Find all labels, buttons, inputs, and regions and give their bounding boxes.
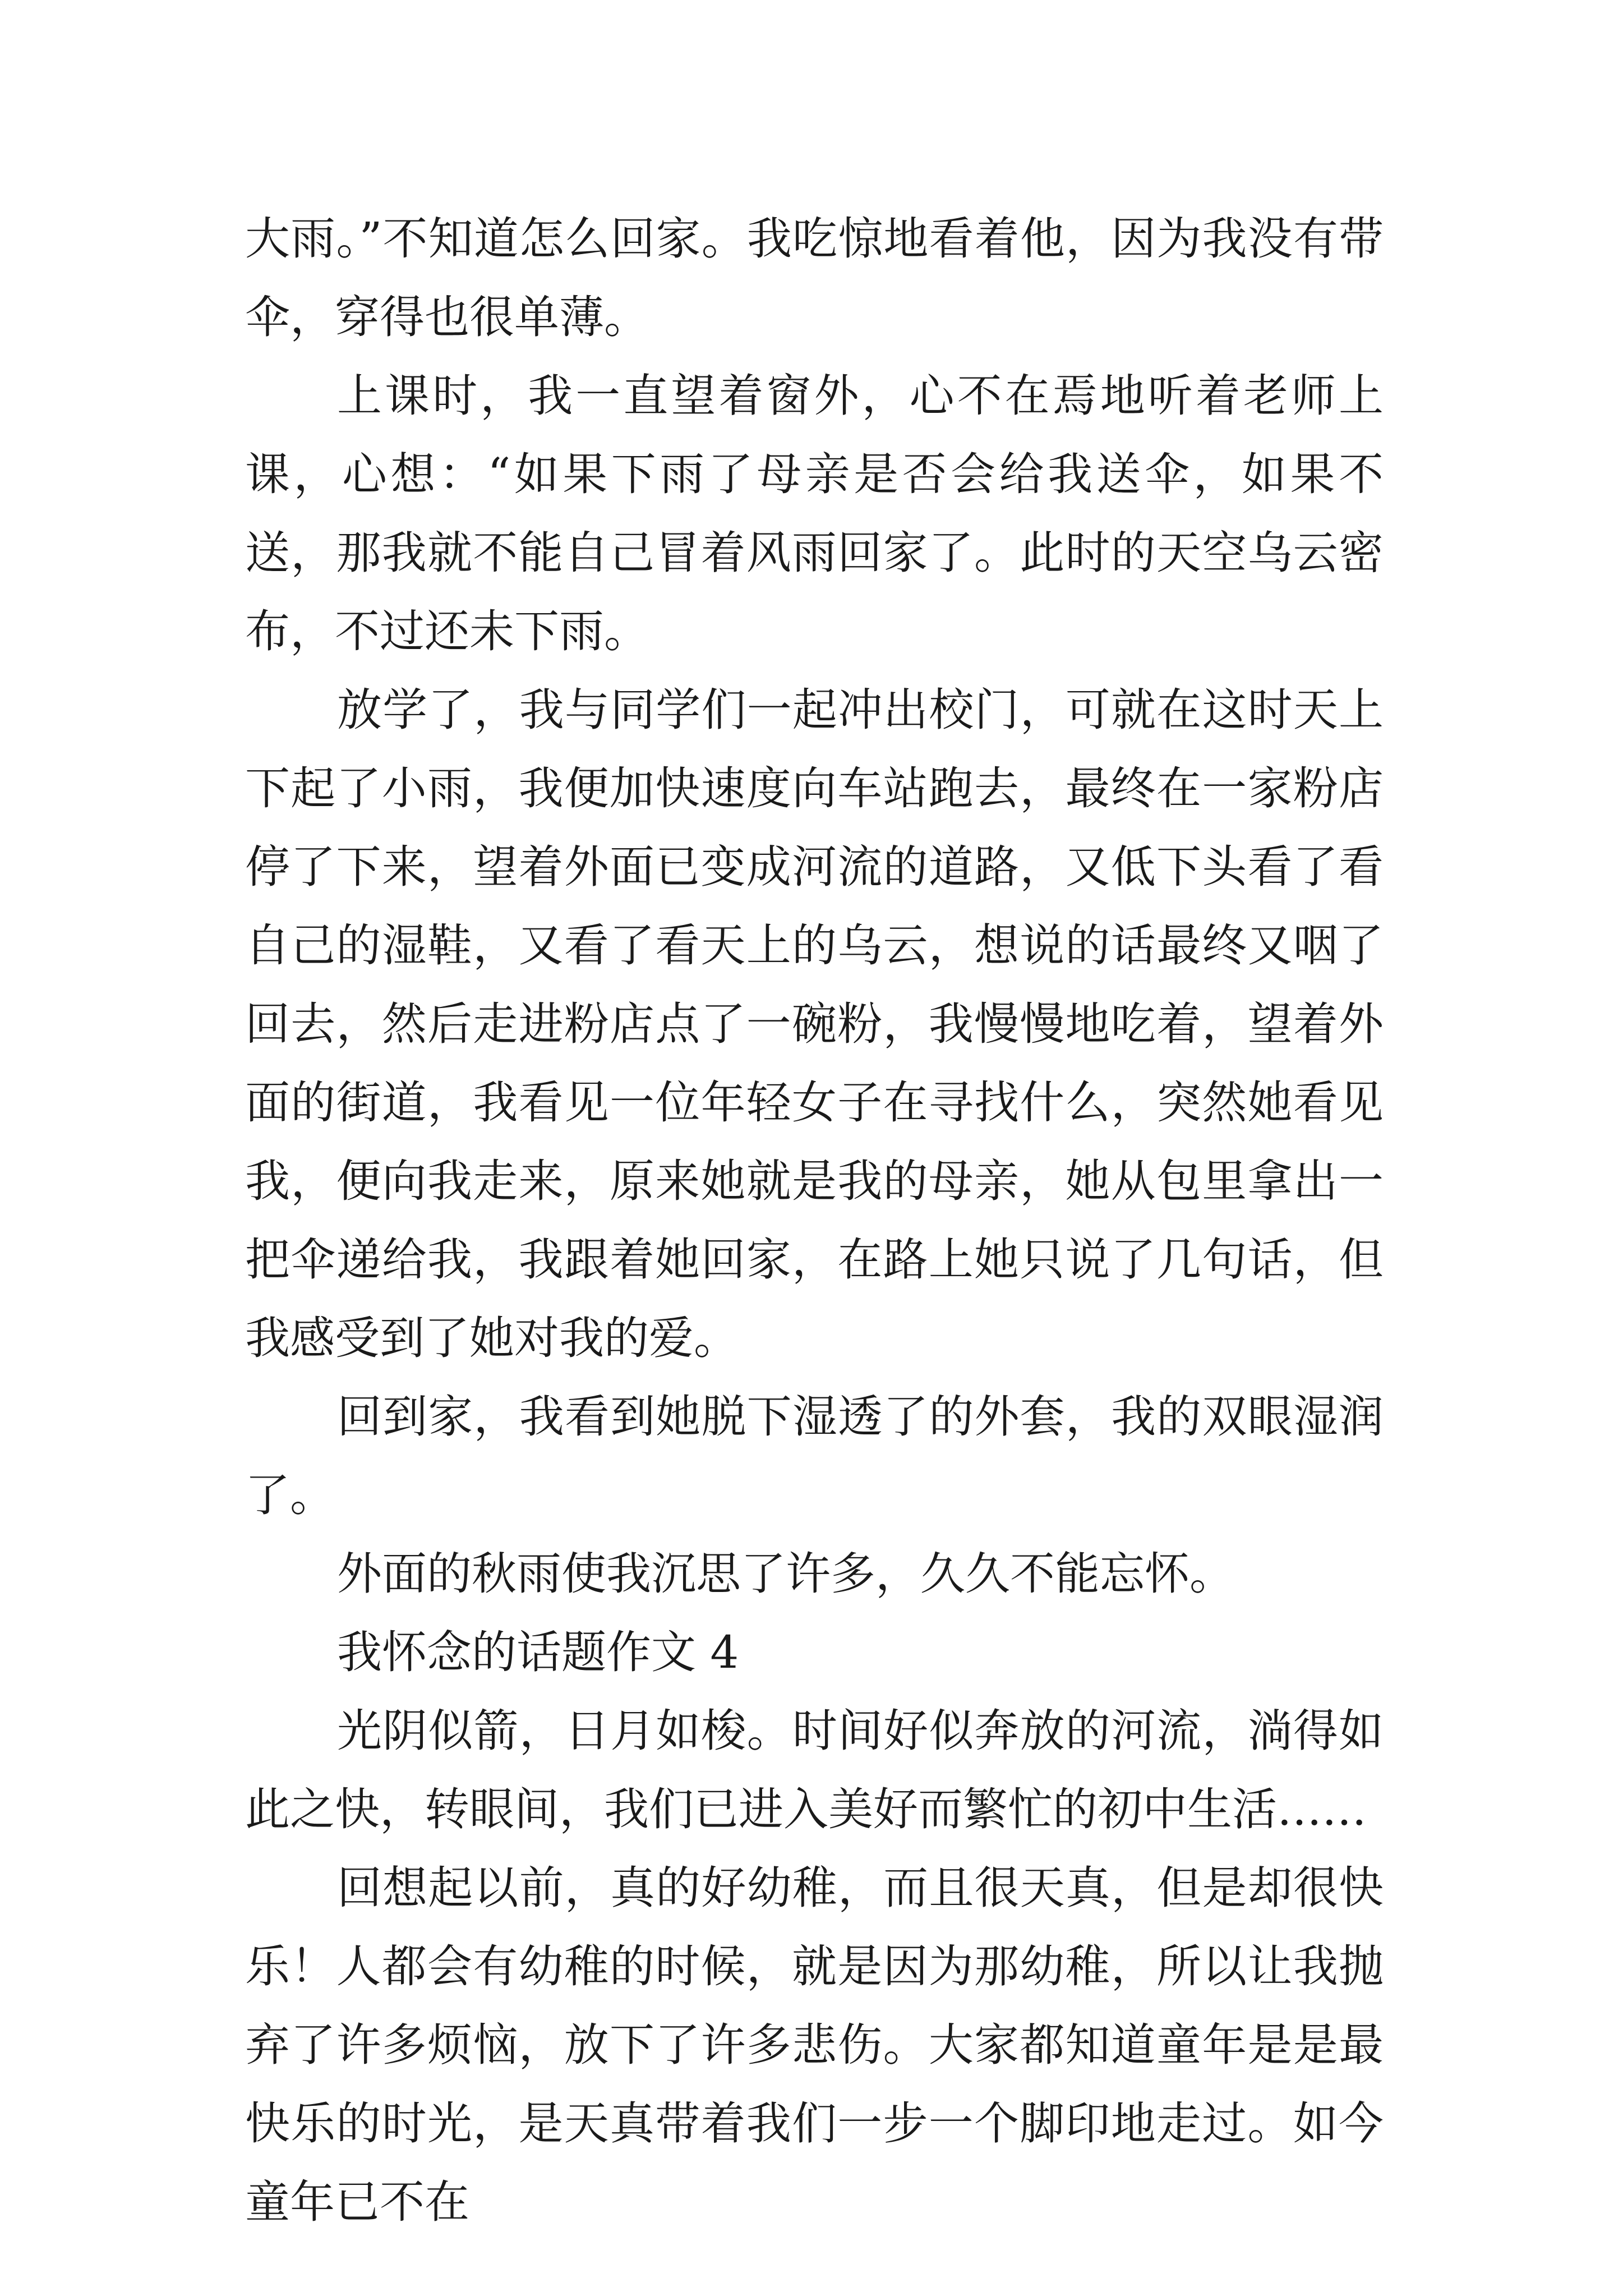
paragraph-time-flies: 光阴似箭，日月如梭。时间好似奔放的河流，淌得如此之快，转眼间，我们已进入美好而繁忙的初中生活……: [245, 1705, 1384, 1835]
paragraph-continuation: 大雨。”不知道怎么回家。我吃惊地看着他，因为我没有带伞，穿得也很单薄。: [245, 213, 1384, 343]
paragraph-in-class: 上课时，我一直望着窗外，心不在焉地听着老师上课，心想：“如果下雨了母亲是否会给我送伞，如果不送，那我就不能自己冒着风雨回家了。此时的天空乌云密布，不过还未下雨。: [245, 370, 1384, 657]
document-body: [245, 200, 1384, 2242]
paragraph-childhood: 回想起以前，真的好幼稚，而且很天真，但是却很快乐！人都会有幼稚的时候，就是因为那幼稚，所以让我抛弃了许多烦恼，放下了许多悲伤。大家都知道童年是是最快乐的时光，是天真带着我们一步一个脚印地走过。如今童年已不在: [245, 1862, 1384, 2228]
paragraph-after-school: 放学了，我与同学们一起冲出校门，可就在这时天上下起了小雨，我便加快速度向车站跑去，最终在一家粉店停了下来，望着外面已变成河流的道路，又低下头看了看自己的湿鞋，又看了看天上的乌云，想说的话最终又咽了回去，然后走进粉店点了一碗粉，我慢慢地吃着，望着外面的街道，我看见一位年轻女子在寻找什么，突然她看见我，便向我走来，原来她就是我的母亲，她从包里拿出一把伞递给我，我跟着她回家，在路上她只说了几句话，但我感受到了她对我的爱。: [245, 684, 1384, 1364]
paragraph-autumn-rain: 外面的秋雨使我沉思了许多，久久不能忘怀。: [337, 1548, 1234, 1600]
paragraph-back-home: 回到家，我看到她脱下湿透了的外套，我的双眼湿润了。: [245, 1391, 1384, 1521]
essay-heading: 我怀念的话题作文 4: [337, 1626, 739, 1678]
